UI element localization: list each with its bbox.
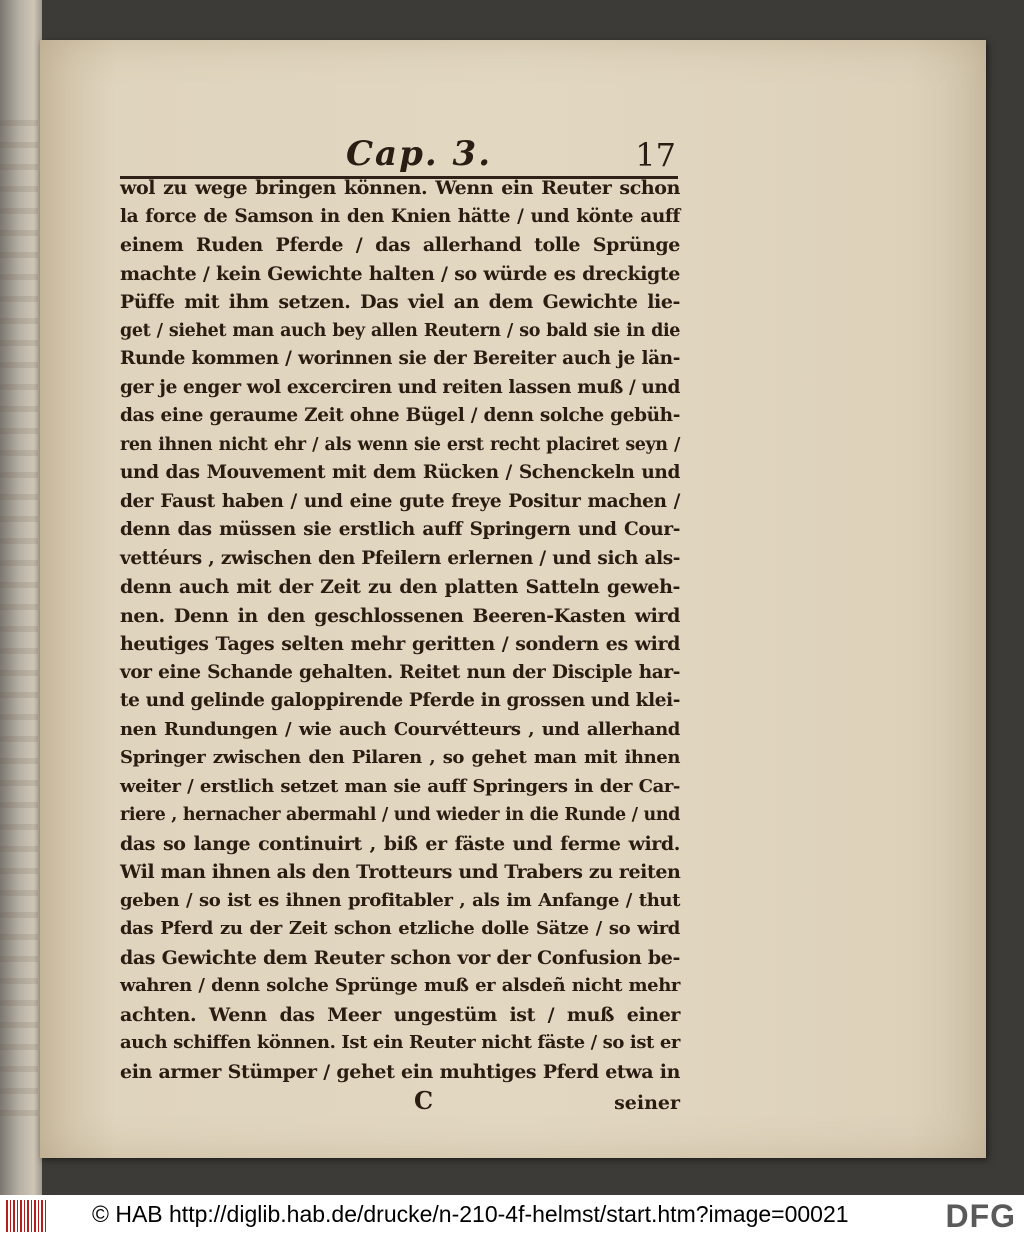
source-credit-link[interactable]: © HAB http://diglib.hab.de/drucke/n-210-4f-helmst/start.htm?image=00021 xyxy=(92,1201,849,1227)
text-line: denn das müssen sie erstlich auff Springern und Cour- xyxy=(120,519,680,540)
body-text xyxy=(120,174,680,1120)
text-line: vettéurs , zwischen den Pfeilern erlernen / und sich als- xyxy=(120,547,680,569)
text-line: riere , hernacher abermahl / und wieder in die Runde / und xyxy=(120,805,680,825)
text-line: te und gelinde galoppirende Pferde in grossen und klei- xyxy=(120,690,680,711)
text-line: wol zu wege bringen können. Wenn ein Reuter schon xyxy=(120,177,680,199)
text-line: und das Mouvement mit dem Rücken / Schenckeln und xyxy=(120,462,680,483)
text-line: get / siehet man auch bey allen Reutern / so bald sie in die xyxy=(120,320,680,341)
hab-logo-icon xyxy=(6,1200,46,1232)
text-line: heutiges Tages selten mehr geritten / sondern es wird xyxy=(120,633,680,655)
text-line: achten. Wenn das Meer ungestüm ist / muß einer xyxy=(120,1003,680,1026)
text-line: weiter / erstlich setzet man sie auff Springers in der Car- xyxy=(120,775,680,797)
book-page xyxy=(40,40,986,1158)
dfg-logo: DFG xyxy=(945,1198,1016,1234)
text-line: das Gewichte dem Reuter schon vor der Confusion be- xyxy=(120,946,680,969)
page-footer-marks xyxy=(120,1086,680,1120)
text-line: ren ihnen nicht ehr / als wenn sie erst recht placiret seyn / xyxy=(120,434,680,455)
signature-mark: C xyxy=(414,1086,434,1115)
text-line: nen. Denn in den geschlossenen Beeren-Kasten wird xyxy=(120,604,680,627)
text-line: Runde kommen / worinnen sie der Bereiter auch je län- xyxy=(120,348,680,369)
text-line: das eine geraume Zeit ohne Bügel / denn solche gebüh- xyxy=(120,405,680,426)
text-line: vor eine Schande gehalten. Reitet nun der Disciple har- xyxy=(120,661,680,683)
text-line: Springer zwischen den Pilaren , so gehet man mit ihnen xyxy=(120,747,680,768)
text-line: ger je enger wol excerciren und reiten lassen muß / und xyxy=(120,376,681,398)
catchword: seiner xyxy=(614,1092,680,1114)
text-line: geben / so ist es ihnen profitabler , als im Anfange / thut xyxy=(120,889,680,911)
left-page-edge xyxy=(0,0,42,1195)
text-line: Püffe mit ihm setzen. Das viel an dem Gewichte lie- xyxy=(120,291,680,313)
text-line: wahren / denn solche Sprünge muß er alsdeñ nicht mehr xyxy=(120,975,680,996)
text-line: der Faust haben / und eine gute freye Positur machen / xyxy=(120,490,680,512)
text-line: Wil man ihnen als den Trotteurs und Trabers zu reiten xyxy=(120,861,681,883)
running-header xyxy=(120,134,676,174)
text-line: einem Ruden Pferde / das allerhand tolle Sprünge xyxy=(120,234,680,256)
chapter-heading: Cap. 3. xyxy=(346,134,493,174)
left-page-bleed-text xyxy=(0,120,38,1120)
text-line: auch schiffen können. Ist ein Reuter nicht fäste / so ist er xyxy=(120,1032,680,1053)
text-line: la force de Samson in den Knien hätte / und könte auff xyxy=(120,205,680,227)
text-line: nen Rundungen / wie auch Courvétteurs , und allerhand xyxy=(120,718,680,740)
text-line: das Pferd zu der Zeit schon etzliche dolle Sätze / so wird xyxy=(120,918,680,939)
text-line: das so lange continuirt , biß er fäste und ferme wird. xyxy=(120,832,680,855)
text-line: denn auch mit der Zeit zu den platten Satteln geweh- xyxy=(120,576,680,598)
viewer-footer xyxy=(0,1195,1024,1237)
text-line: ein armer Stümper / gehet ein muhtiges Pferd etwa in xyxy=(120,1060,680,1083)
page-number: 17 xyxy=(635,136,676,174)
text-line: machte / kein Gewichte halten / so würde es dreckigte xyxy=(120,262,680,285)
